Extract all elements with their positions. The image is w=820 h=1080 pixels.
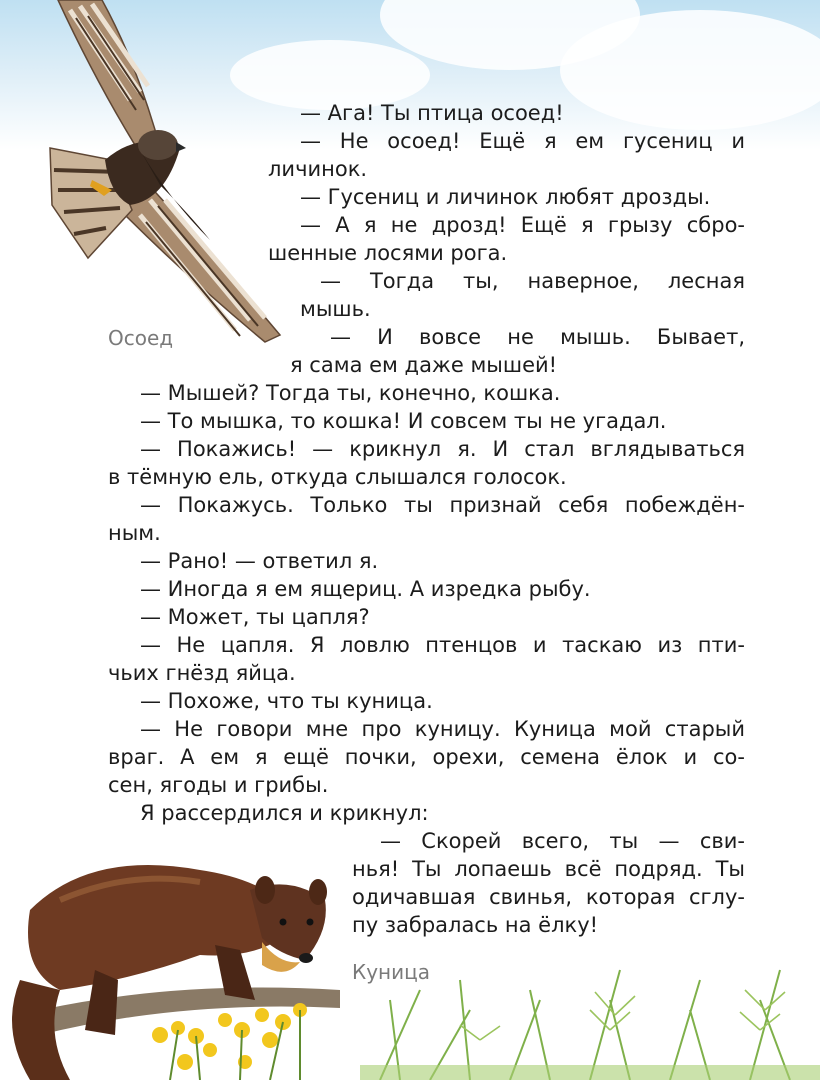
text-line: — Не говори мне про куницу. Куница мой старый: [140, 717, 745, 741]
text-line: одичавшая свинья, которая сглу-: [352, 885, 745, 909]
honey-buzzard-illustration: [40, 0, 290, 350]
text-line: в тёмную ель, откуда слышался голосок.: [108, 465, 567, 489]
text-line: нья! Ты лопаешь всё подряд. Ты: [352, 857, 745, 881]
text-line: — Не цапля. Я ловлю птенцов и таскаю из пти-: [140, 633, 745, 657]
text-line: — Не осоед! Ещё я ем гусениц и: [300, 129, 745, 153]
text-line: — Иногда я ем ящериц. А изредка рыбу.: [140, 577, 591, 601]
text-line: ным.: [108, 521, 161, 545]
text-line: враг. А ем я ещё почки, орехи, семена ёлок и со-: [108, 745, 745, 769]
text-line: — Похоже, что ты куница.: [140, 689, 433, 713]
text-line: — Ага! Ты птица осоед!: [300, 101, 564, 125]
text-line: пу забралась на ёлку!: [352, 913, 599, 937]
text-line: — Может, ты цапля?: [140, 605, 370, 629]
text-line: — Рано! — ответил я.: [140, 549, 379, 573]
text-line: — Покажусь. Только ты признай себя побеждён-: [140, 493, 745, 517]
text-line: сен, ягоды и грибы.: [108, 773, 329, 797]
text-line: — Тогда ты, наверное, лесная: [320, 269, 745, 293]
text-line: — То мышка, то кошка! И совсем ты не угадал.: [140, 409, 667, 433]
text-line: шенные лосями рога.: [268, 241, 508, 265]
marten-caption: Куница: [352, 960, 430, 984]
text-line: я сама ем даже мышей!: [290, 353, 558, 377]
text-line: личинок.: [268, 157, 368, 181]
marten-illustration: [0, 830, 360, 1080]
text-line: — Скорей всего, ты — сви-: [380, 829, 745, 853]
text-line: — И вовсе не мышь. Бывает,: [330, 325, 745, 349]
text-line: чьих гнёзд яйца.: [108, 661, 296, 685]
text-line: — Мышей? Тогда ты, конечно, кошка.: [140, 381, 561, 405]
bird-caption: Осоед: [108, 326, 174, 350]
text-line: — Гусениц и личинок любят дрозды.: [300, 185, 711, 209]
text-line: Я рассердился и крикнул:: [140, 801, 429, 825]
grass-illustration: [360, 930, 820, 1080]
text-line: — А я не дрозд! Ещё я грызу сбро-: [300, 213, 745, 237]
text-line: мышь.: [300, 297, 371, 321]
text-line: — Покажись! — крикнул я. И стал вглядываться: [140, 437, 745, 461]
